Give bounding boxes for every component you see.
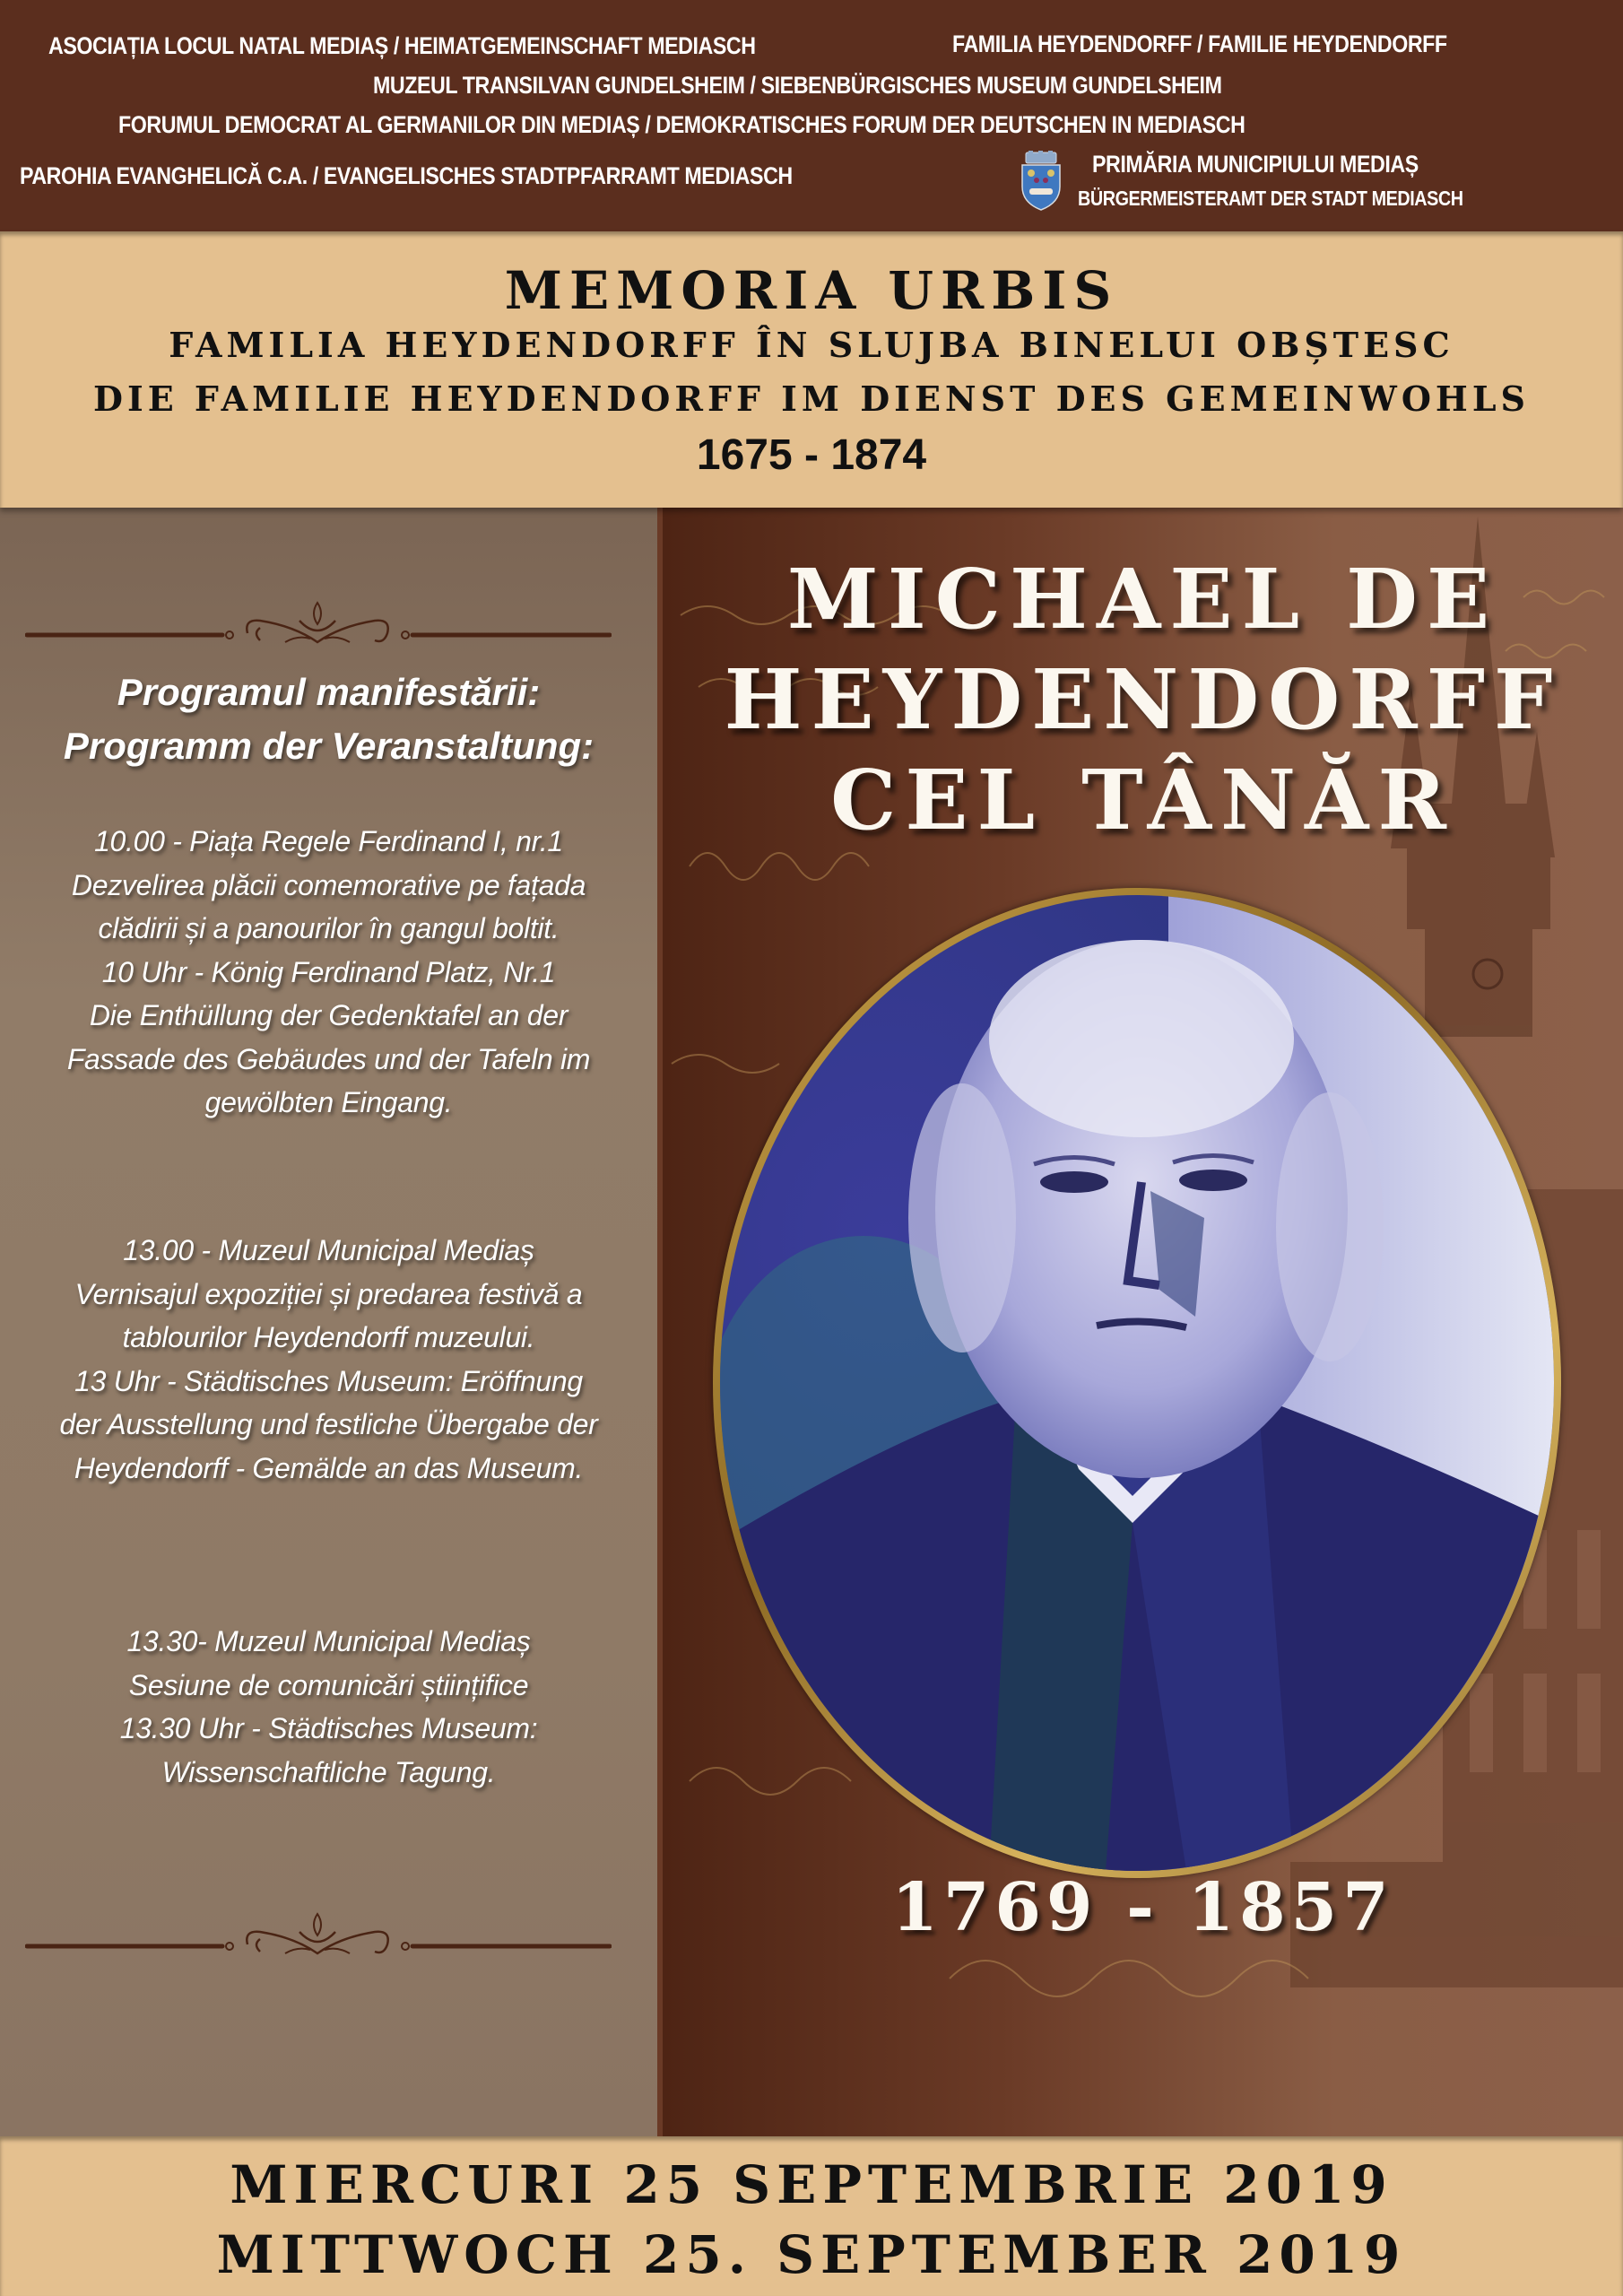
program-event-1330 [0, 1620, 657, 1794]
exhibition-subtitle-de: DIE FAMILIE HEYDENDORFF IM DIENST DES GEMEINWOHLS [93, 378, 1530, 419]
event-line: 13.30- Muzeul Municipal Mediaș [126, 1625, 531, 1657]
event-line: Dezvelirea plăcii comemorative pe fațada [71, 868, 586, 901]
partner-forumul-democrat: FORUMUL DEMOCRAT AL GERMANILOR DIN MEDIAȘ / DEMOKRATISCHES FORUM DER DEUTSCHEN IN MEDIASCH [118, 111, 1245, 138]
event-line: 10.00 - Piața Regele Ferdinand I, nr.1 [94, 825, 563, 857]
event-date-ro: MIERCURI 25 SEPTEMBRIE 2019 [230, 2154, 1393, 2215]
portrait-image [720, 895, 1554, 1871]
honoree-name-line-1: MICHAEL DE [786, 551, 1499, 648]
event-line: 13.30 Uhr - Städtisches Museum: [119, 1712, 538, 1744]
program-event-1000 [0, 820, 657, 1125]
event-line: Wissenschaftliche Tagung. [161, 1755, 496, 1788]
event-line: Vernisajul expoziției și predarea festivă a [74, 1277, 583, 1310]
honoree-lifespan: 1769 - 1857 [891, 1869, 1394, 1946]
exhibition-title: MEMORIA URBIS [504, 260, 1119, 321]
program-heading-de: Programm der Veranstaltung: [63, 725, 595, 767]
event-date-band [0, 2136, 1623, 2296]
title-band [0, 231, 1623, 508]
panel-divider [657, 508, 663, 2136]
ornament-divider-icon [25, 1909, 612, 1962]
portrait-frame [713, 888, 1561, 1878]
event-line: clădirii și a panourilor în gangul boltit. [98, 912, 560, 944]
feature-panel [663, 508, 1623, 2136]
program-heading-ro: Programul manifestării: [117, 671, 541, 713]
event-line: gewölbten Eingang. [204, 1086, 453, 1118]
event-line: 10 Uhr - König Ferdinand Platz, Nr.1 [101, 955, 556, 988]
event-line: Sesiune de comunicări științifice [128, 1668, 529, 1701]
partner-parohia-evanghelica: PAROHIA EVANGHELICĂ C.A. / EVANGELISCHES STADTPFARRAMT MEDIASCH [20, 162, 793, 189]
event-line: Fassade des Gebäudes und der Tafeln im [66, 1042, 591, 1075]
event-line: Die Enthüllung der Gedenktafel an der [89, 999, 568, 1031]
partners-header [0, 0, 1623, 231]
event-line: tablourilor Heydendorff muzeului. [122, 1321, 535, 1353]
municipality-name-ro: PRIMĂRIA MUNICIPIULUI MEDIAȘ [1092, 151, 1419, 178]
honoree-name-line-3: CEL TÂNĂR [830, 752, 1455, 848]
honoree-name-line-2: HEYDENDORFF [724, 651, 1562, 748]
partner-locul-natal: ASOCIAȚIA LOCUL NATAL MEDIAȘ / HEIMATGEMEINSCHAFT MEDIASCH [48, 32, 756, 59]
exhibition-subtitle-ro: FAMILIA HEYDENDORFF ÎN SLUJBA BINELUI OBȘTESC [169, 325, 1454, 365]
program-event-1300 [0, 1229, 657, 1490]
program-panel [0, 508, 657, 2136]
ornament-divider-icon [25, 597, 612, 651]
event-line: 13.00 - Muzeul Municipal Mediaș [123, 1234, 534, 1266]
event-date-de: MITTWOCH 25. SEPTEMBER 2019 [216, 2224, 1407, 2285]
event-line: der Ausstellung und festliche Übergabe der [59, 1408, 598, 1440]
partner-muzeul-transilvan: MUZEUL TRANSILVAN GUNDELSHEIM / SIEBENBÜRGISCHES MUSEUM GUNDELSHEIM [373, 72, 1222, 99]
municipality-name-de: BÜRGERMEISTERAMT DER STADT MEDIASCH [1078, 187, 1463, 210]
event-line: 13 Uhr - Städtisches Museum: Eröffnung [74, 1364, 583, 1397]
partner-familia-heydendorff: FAMILIA HEYDENDORFF / FAMILIE HEYDENDORFF [952, 30, 1447, 57]
exhibition-years: 1675 - 1874 [696, 431, 927, 479]
coat-of-arms-icon [1019, 151, 1063, 212]
event-line: Heydendorff - Gemälde an das Museum. [74, 1451, 584, 1484]
